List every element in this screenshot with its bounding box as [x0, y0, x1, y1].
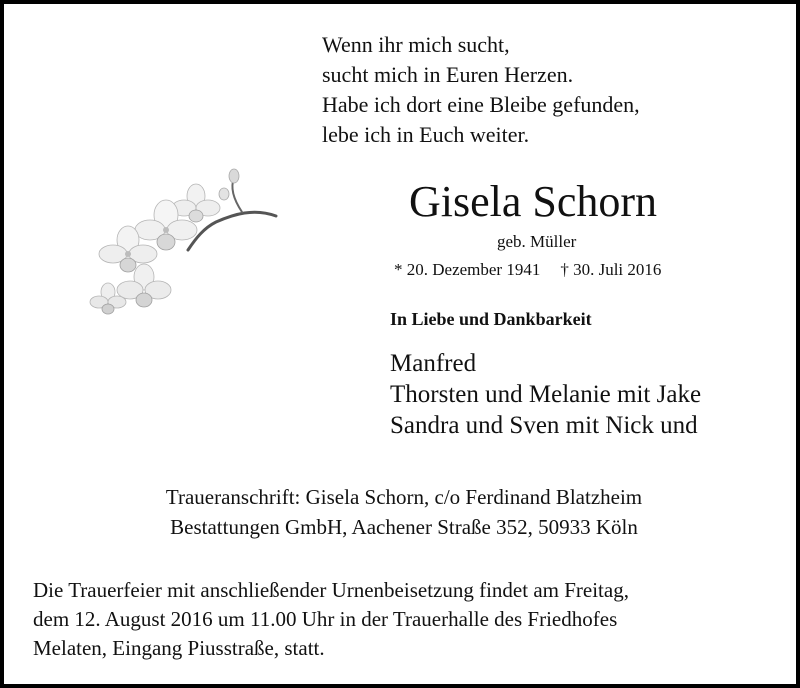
- mourner-line: Thorsten und Melanie mit Jake: [390, 381, 702, 408]
- mourners-list: [390, 348, 701, 441]
- birth-date: * 20. Dezember 1941: [394, 260, 541, 279]
- mourner-line: Manfred: [390, 350, 477, 377]
- poem-line: lebe ich in Euch weiter.: [322, 122, 530, 147]
- mourning-address: [4, 482, 800, 542]
- address-line: Traueranschrift: Gisela Schorn, c/o Ferdinand Blatzheim: [165, 485, 643, 509]
- ceremony-info: [33, 576, 783, 663]
- life-dates: [394, 260, 661, 280]
- orchid-branch-icon: [84, 164, 284, 324]
- poem-line: Habe ich dort eine Bleibe gefunden,: [322, 92, 640, 117]
- ceremony-line: Die Trauerfeier mit anschließender Urnenbeisetzung findet am Freitag,: [33, 578, 629, 602]
- deceased-name: Gisela Schorn: [409, 177, 658, 226]
- mourners-heading: In Liebe und Dankbarkeit: [390, 309, 592, 329]
- ceremony-line: dem 12. August 2016 um 11.00 Uhr in der Trauerhalle des Friedhofes: [33, 607, 618, 631]
- poem: [322, 30, 640, 150]
- poem-line: sucht mich in Euren Herzen.: [322, 62, 574, 87]
- poem-line: Wenn ihr mich sucht,: [322, 32, 510, 57]
- death-date: † 30. Juli 2016: [560, 260, 662, 279]
- address-line: Bestattungen GmbH, Aachener Straße 352, 50933 Köln: [170, 515, 638, 539]
- mourner-line: Sandra und Sven mit Nick und: [390, 412, 698, 439]
- birth-name: geb. Müller: [497, 232, 577, 251]
- ceremony-line: Melaten, Eingang Piusstraße, statt.: [33, 636, 325, 660]
